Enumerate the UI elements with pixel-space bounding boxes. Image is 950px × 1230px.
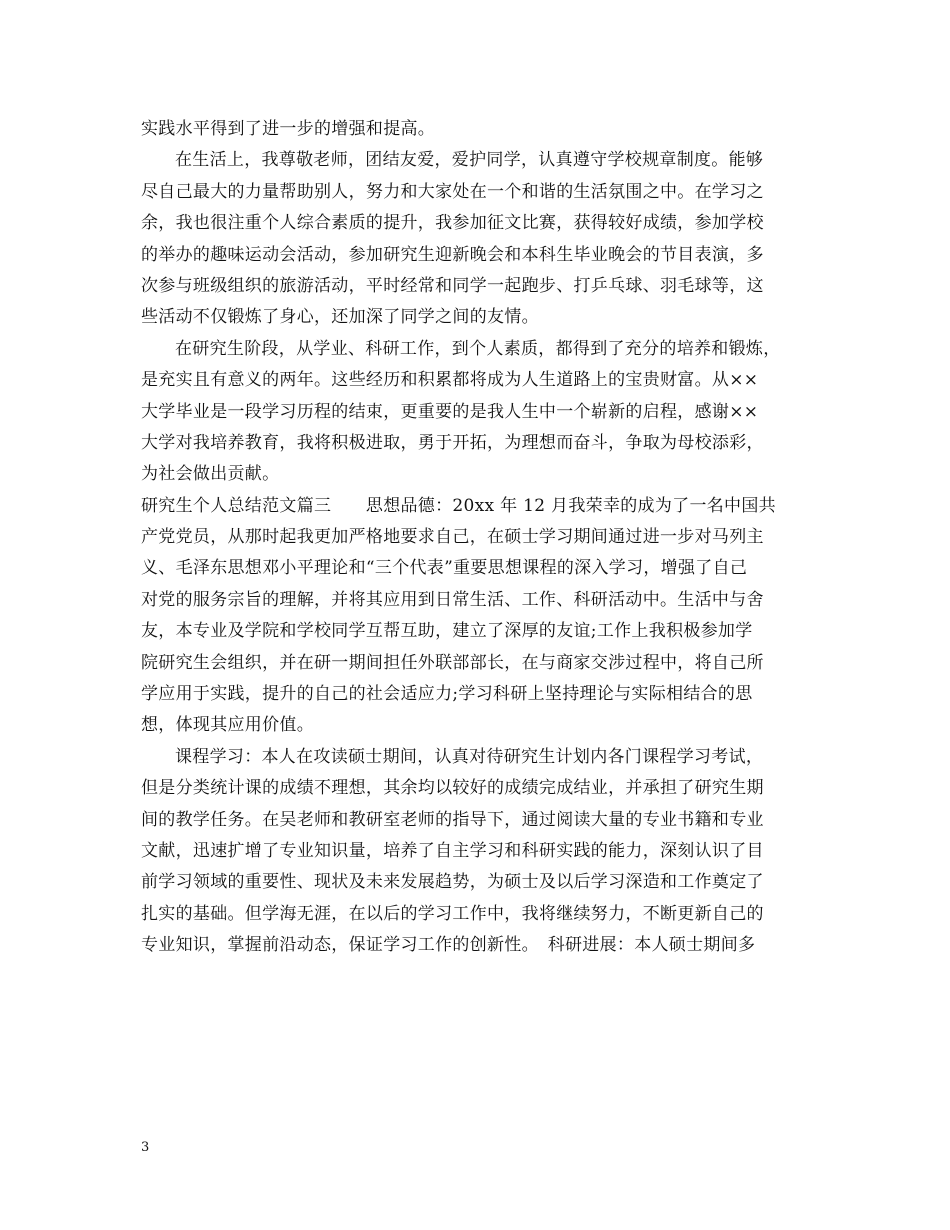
text-line: 课程学习：本人在攻读硕士期间，认真对待研究生计划内各门课程学习考试，	[175, 746, 764, 767]
text-line: 专业知识，掌握前沿动态，保证学习工作的创新性。 科研进展：本人硕士期间多	[141, 935, 756, 956]
text-line: 大学对我培养教育，我将积极进取，勇于开拓，为理想而奋斗，争取为母校添彩，	[141, 432, 764, 453]
text-line: 为社会做出贡献。	[141, 464, 280, 485]
text-line: 前学习领域的重要性、现状及未来发展趋势，为硕士及以后学习深造和工作奠定了	[141, 872, 764, 893]
text-line: 研究生个人总结范文篇三 思想品德：20xx 年 12 月我荣幸的成为了一名中国共	[141, 495, 776, 516]
text-line: 是充实且有意义的两年。这些经历和积累都将成为人生道路上的宝贵财富。从××	[141, 370, 759, 391]
text-line: 间的教学任务。在吴老师和教研室老师的指导下，通过阅读大量的专业书籍和专业	[141, 809, 764, 830]
text-line: 些活动不仅锻炼了身心，还加深了同学之间的友情。	[141, 307, 539, 328]
text-line: 在研究生阶段，从学业、科研工作，到个人素质，都得到了充分的培养和锻炼，	[175, 338, 781, 359]
text-line: 文献，迅速扩增了专业知识量，培养了自主学习和科研实践的能力，深刻认识了目	[141, 840, 764, 861]
text-line: 产党党员，从那时起我更加严格地要求自己，在硕士学习期间通过进一步对马列主	[141, 527, 764, 548]
text-line: 但是分类统计课的成绩不理想，其余均以较好的成绩完成结业，并承担了研究生期	[141, 778, 764, 799]
text-line: 扎实的基础。但学海无涯，在以后的学习工作中，我将继续努力，不断更新自己的	[141, 903, 764, 924]
text-line: 的举办的趣味运动会活动，参加研究生迎新晚会和本科生毕业晚会的节目表演，多	[141, 244, 764, 265]
text-line: 学应用于实践，提升的自己的社会适应力;学习科研上坚持理论与实际相结合的思	[141, 684, 753, 705]
text-line: 余，我也很注重个人综合素质的提升，我参加征文比赛，获得较好成绩，参加学校	[141, 213, 764, 234]
text-line: 在生活上，我尊敬老师，团结友爱，爱护同学，认真遵守学校规章制度。能够	[175, 150, 764, 171]
text-line: 大学毕业是一段学习历程的结束，更重要的是我人生中一个崭新的启程，感谢××	[141, 401, 759, 422]
text-line: 尽自己最大的力量帮助别人，努力和大家处在一个和谐的生活氛围之中。在学习之	[141, 181, 764, 202]
text-line: 实践水平得到了进一步的增强和提高。	[141, 119, 436, 139]
text-line: 想，体现其应用价值。	[141, 715, 314, 736]
text-line: 义、毛泽东思想邓小平理论和“三个代表”重要思想课程的深入学习，增强了自己	[141, 558, 748, 579]
text-line: 院研究生会组织，并在研一期间担任外联部部长，在与商家交涉过程中，将自己所	[141, 652, 764, 673]
text-line: 次参与班级组织的旅游活动，平时经常和同学一起跑步、打乒乓球、羽毛球等，这	[141, 275, 764, 296]
text-line: 友，本专业及学院和学校同学互帮互助，建立了深厚的友谊;工作上我积极参加学	[141, 621, 753, 642]
page-number: 3	[141, 1140, 150, 1155]
body-text	[141, 114, 821, 962]
text-line: 对党的服务宗旨的理解，并将其应用到日常生活、工作、科研活动中。生活中与舍	[141, 589, 764, 610]
